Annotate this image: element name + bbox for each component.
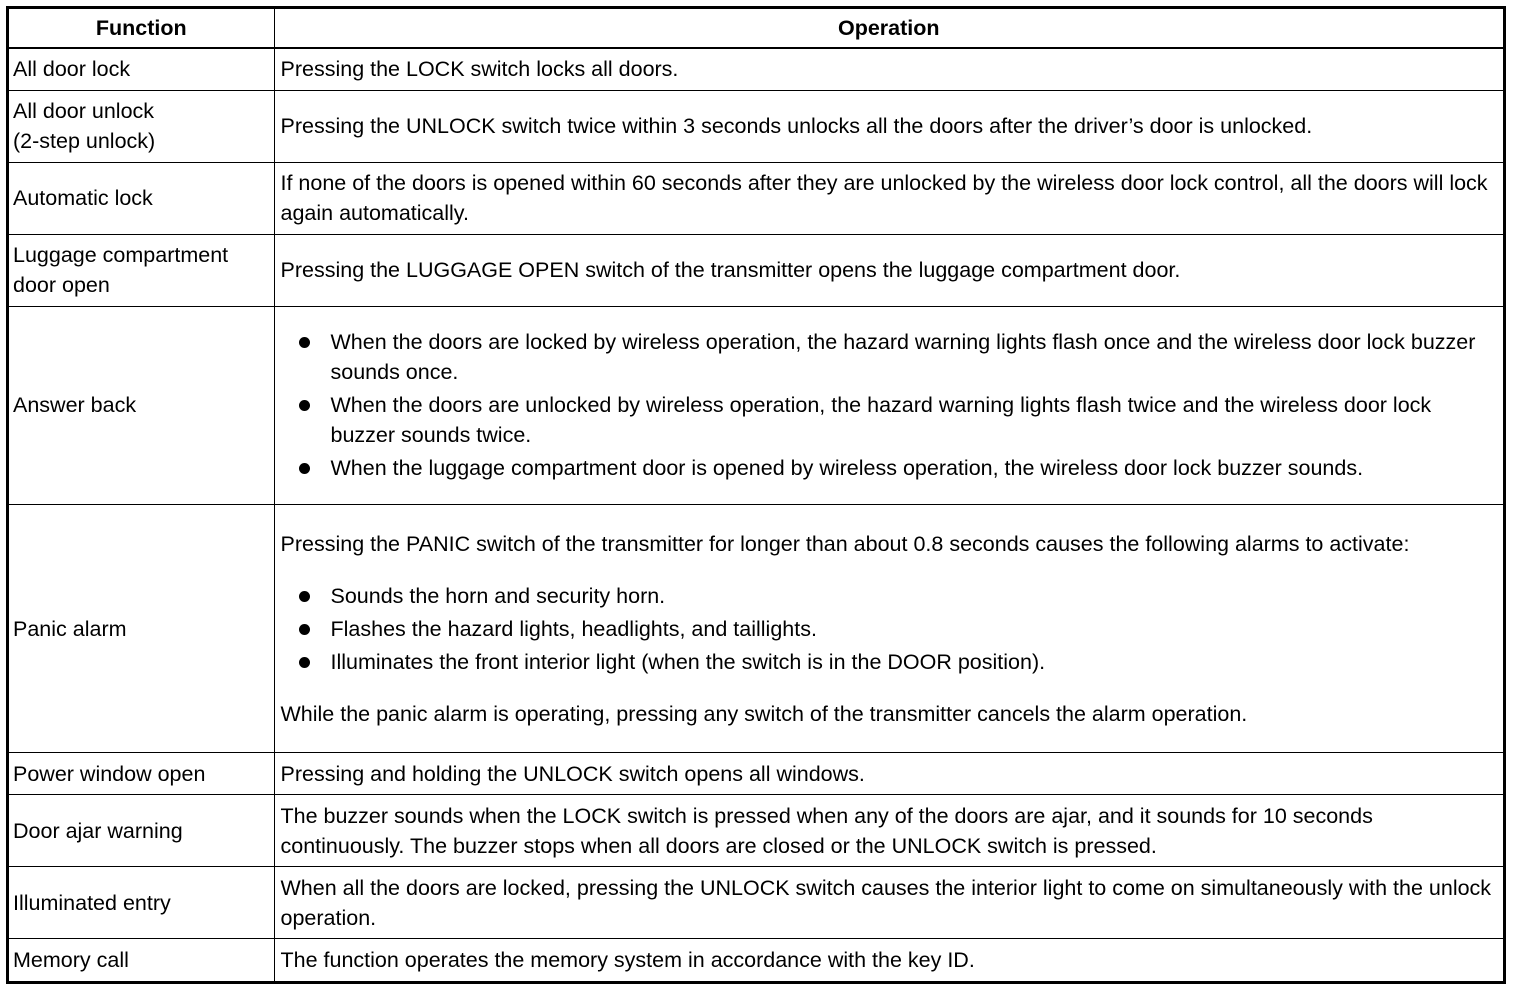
function-cell: Answer back [9,306,274,504]
function-cell [9,90,274,162]
operation-cell: The function operates the memory system in accordance with the key ID. [274,939,1503,981]
operation-cell: If none of the doors is opened within 60 seconds after they are unlocked by the wireless door lock control, all the doors will lock again automatically. [274,162,1503,234]
operation-cell: The buzzer sounds when the LOCK switch is pressed when any of the doors are ajar, and it sounds for 10 seconds continuously. The buzzer stops when all doors are closed or the UNLOCK switch is pressed. [274,795,1503,867]
table-row [9,90,1503,162]
function-cell: Power window open [9,753,274,795]
function-cell: Automatic lock [9,162,274,234]
function-cell [9,234,274,306]
operation-cell: Pressing and holding the UNLOCK switch opens all windows. [274,753,1503,795]
function-cell: Illuminated entry [9,867,274,939]
bullet-list [281,327,1498,483]
operation-cell: Pressing the UNLOCK switch twice within 3 seconds unlocks all the doors after the driver’s door is unlocked. [274,90,1503,162]
bullet-item: When the doors are locked by wireless operation, the hazard warning lights flash once and the wireless door lock buzzer sounds once. [331,327,1498,387]
bullet-item: Sounds the horn and security horn. [331,581,1498,611]
function-line: All door unlock [13,99,155,124]
header-operation: Operation [274,9,1503,48]
bullet-item: Illuminates the front interior light (when the switch is in the DOOR position). [331,647,1498,677]
operation-cell: Pressing the LUGGAGE OPEN switch of the transmitter opens the luggage compartment door. [274,234,1503,306]
table-row [9,753,1503,795]
table-row [9,48,1503,90]
function-cell: Panic alarm [9,504,274,752]
table-header-row [9,9,1503,48]
table-row [9,867,1503,939]
table-row [9,939,1503,981]
function-cell: Door ajar warning [9,795,274,867]
function-line: door open [13,273,110,298]
table-row [9,306,1503,504]
function-table-frame [6,6,1506,984]
panic-outro-text: While the panic alarm is operating, pressing any switch of the transmitter cancels the alarm operation. [280,701,1248,726]
bullet-item: When the doors are unlocked by wireless operation, the hazard warning lights flash twice and the wireless door lock buzzer sounds twice. [331,390,1498,450]
operation-cell: When all the doors are locked, pressing the UNLOCK switch causes the interior light to come on simultaneously with the unlock operation. [274,867,1503,939]
function-cell: Memory call [9,939,274,981]
bullet-item: Flashes the hazard lights, headlights, and taillights. [331,614,1498,644]
function-line: Luggage compartment [13,243,229,268]
function-line: (2-step unlock) [13,129,156,154]
function-table [9,9,1503,981]
table-row [9,162,1503,234]
table-row [9,795,1503,867]
function-cell: All door lock [9,48,274,90]
bullet-list [281,581,1498,677]
panic-intro-text: Pressing the PANIC switch of the transmitter for longer than about 0.8 seconds causes the following alarms to activate: [280,531,1410,556]
header-function: Function [9,9,274,48]
table-row [9,234,1503,306]
operation-cell [274,504,1503,752]
operation-cell [274,306,1503,504]
table-row [9,504,1503,752]
operation-cell: Pressing the LOCK switch locks all doors. [274,48,1503,90]
bullet-item: When the luggage compartment door is opened by wireless operation, the wireless door lock buzzer sounds. [331,453,1498,483]
